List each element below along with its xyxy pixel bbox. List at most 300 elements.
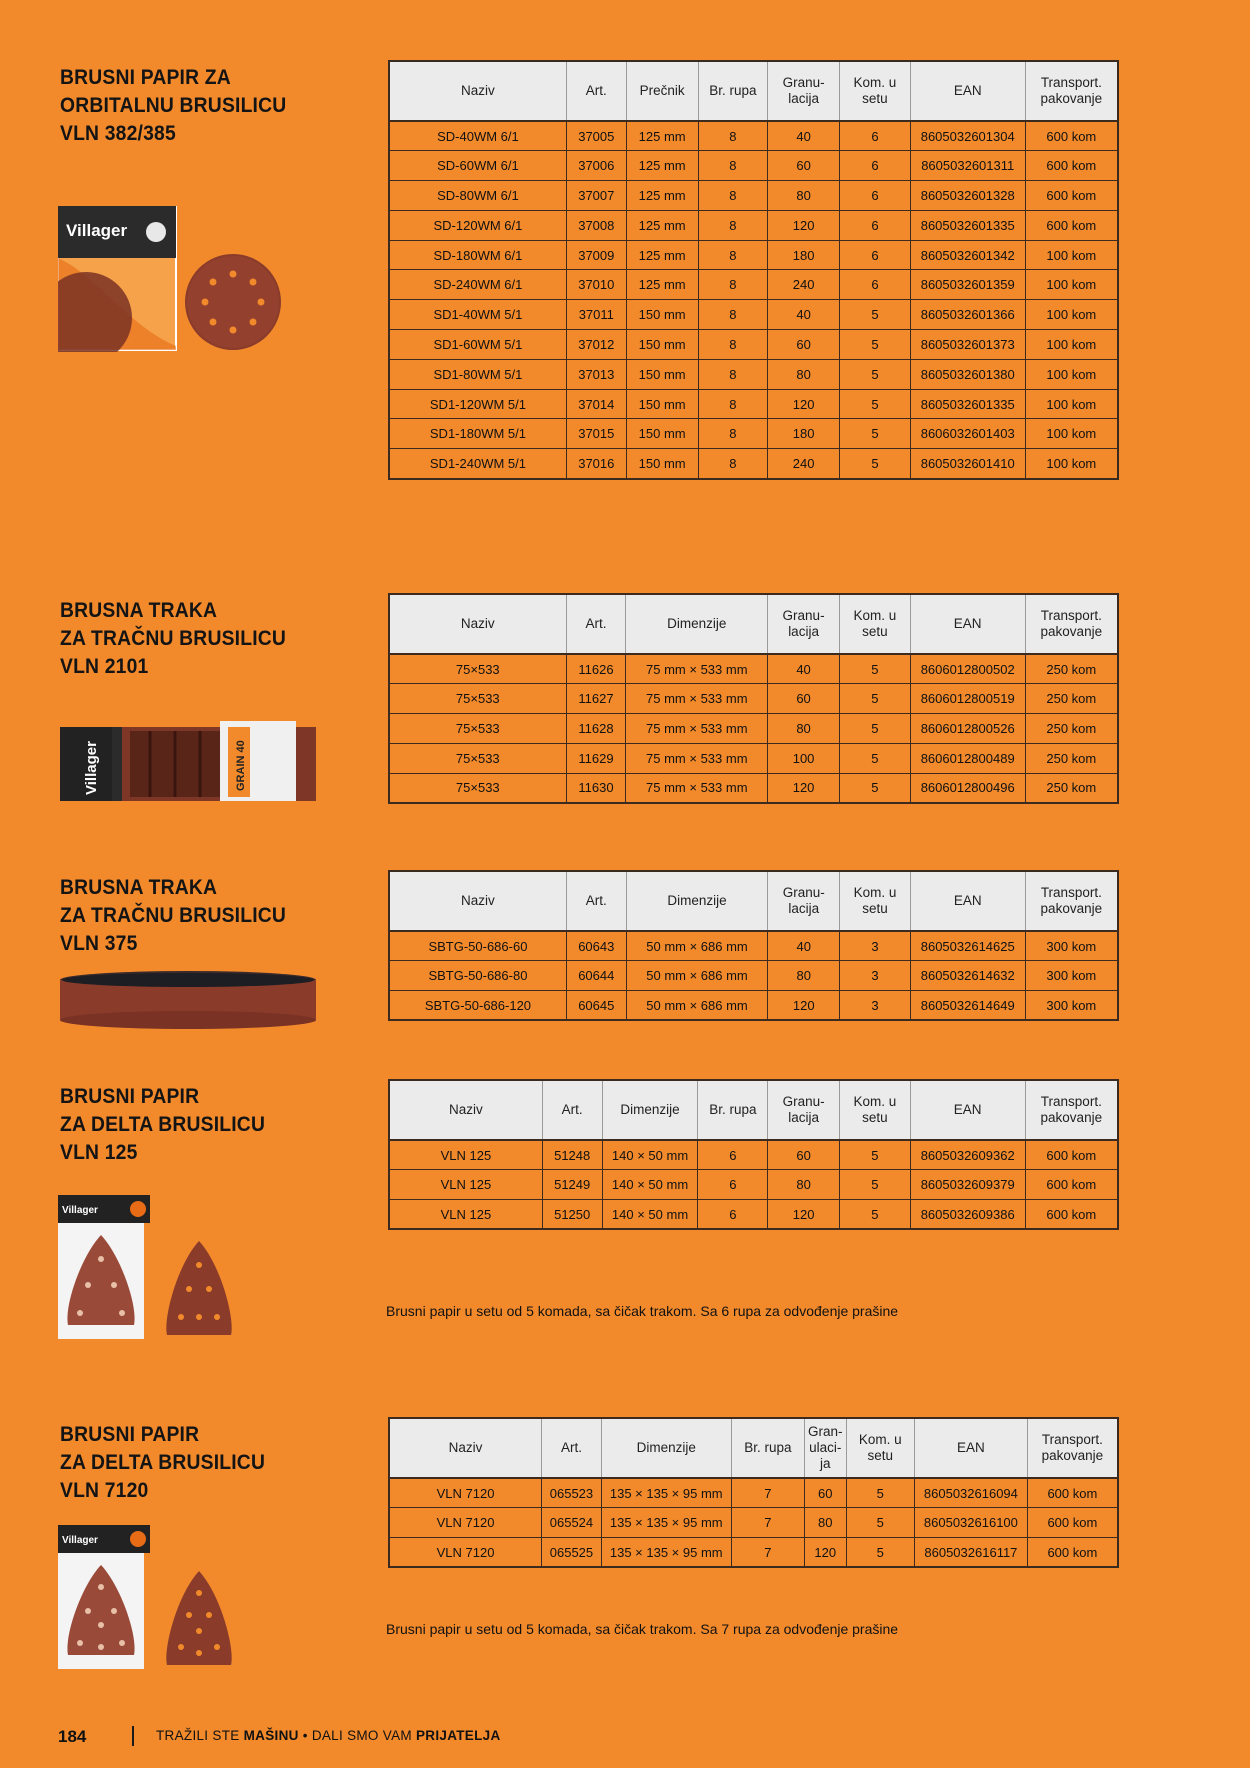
sandpaper-package-image bbox=[58, 206, 178, 352]
table-cell: 51250 bbox=[542, 1200, 602, 1230]
table-cell: 150 mm bbox=[626, 359, 698, 389]
table-cell: 065524 bbox=[542, 1508, 602, 1538]
table-cell: 600 kom bbox=[1025, 181, 1118, 211]
table-cell: 8605032609386 bbox=[910, 1200, 1025, 1230]
table-cell: 8605032601380 bbox=[910, 359, 1025, 389]
column-header: EAN bbox=[910, 1080, 1025, 1140]
sandpaper-disc-image bbox=[183, 252, 283, 352]
column-header: Art. bbox=[566, 61, 626, 121]
product-note: Brusni papir u setu od 5 komada, sa čičak trakom. Sa 7 rupa za odvođenje prašine bbox=[386, 1621, 899, 1637]
table-cell: 37008 bbox=[566, 210, 626, 240]
table-cell: SD1-240WM 5/1 bbox=[389, 449, 566, 479]
column-header: Kom. u setu bbox=[840, 871, 911, 931]
table-row bbox=[389, 1200, 1118, 1230]
table-cell: 60 bbox=[768, 151, 840, 181]
table-cell: 6 bbox=[698, 1170, 768, 1200]
section-title bbox=[60, 874, 318, 958]
table-cell: 60 bbox=[768, 1140, 840, 1170]
table-cell: 7 bbox=[731, 1508, 804, 1538]
column-header: Granu- lacija bbox=[768, 1080, 840, 1140]
table-cell: 11627 bbox=[566, 684, 626, 714]
table-cell: 3 bbox=[840, 991, 911, 1021]
table-cell: 37006 bbox=[566, 151, 626, 181]
table-cell: 5 bbox=[839, 654, 910, 684]
table-cell: SBTG-50-686-80 bbox=[389, 961, 566, 991]
table-row bbox=[389, 1508, 1118, 1538]
table-cell: 50 mm × 686 mm bbox=[626, 961, 768, 991]
table-cell: 8605032616100 bbox=[915, 1508, 1028, 1538]
table-cell: 120 bbox=[768, 773, 840, 803]
table-cell: 37012 bbox=[566, 330, 626, 360]
table-cell: 8 bbox=[698, 270, 768, 300]
title-line: ZA TRAČNU BRUSILICU bbox=[60, 627, 287, 650]
title-line: VLN 382/385 bbox=[60, 122, 176, 145]
table-cell: 8 bbox=[698, 210, 768, 240]
table-cell: 80 bbox=[768, 181, 840, 211]
table-cell: 600 kom bbox=[1025, 151, 1118, 181]
product-note: Brusni papir u setu od 5 komada, sa čičak trakom. Sa 6 rupa za odvođenje prašine bbox=[386, 1303, 899, 1319]
table-cell: 125 mm bbox=[626, 240, 698, 270]
column-header: Prečnik bbox=[626, 61, 698, 121]
table-cell: 80 bbox=[768, 359, 840, 389]
table-cell: 100 kom bbox=[1025, 330, 1118, 360]
section-title bbox=[60, 1083, 318, 1167]
table-cell: 5 bbox=[840, 330, 911, 360]
title-line: ZA TRAČNU BRUSILICU bbox=[60, 904, 287, 927]
table-cell: SBTG-50-686-60 bbox=[389, 931, 566, 961]
table-cell: 37010 bbox=[566, 270, 626, 300]
table-row bbox=[389, 1538, 1118, 1568]
table-cell: 50 mm × 686 mm bbox=[626, 991, 768, 1021]
table-cell: 100 kom bbox=[1025, 389, 1118, 419]
delta-package-image bbox=[58, 1525, 152, 1669]
table-row bbox=[389, 991, 1118, 1021]
slogan-bold: PRIJATELJA bbox=[415, 1728, 501, 1743]
table-cell: 8 bbox=[698, 419, 768, 449]
table-cell: 100 kom bbox=[1025, 270, 1118, 300]
table-cell: 37009 bbox=[566, 240, 626, 270]
table-cell: 600 kom bbox=[1027, 1538, 1118, 1568]
footer-slogan bbox=[156, 1728, 501, 1743]
table-cell: 8605032601359 bbox=[910, 270, 1025, 300]
table-cell: 5 bbox=[840, 1140, 911, 1170]
spec-table bbox=[388, 1417, 1119, 1568]
table-cell: 8606012800526 bbox=[910, 714, 1025, 744]
table-cell: 100 kom bbox=[1025, 359, 1118, 389]
column-header: EAN bbox=[910, 61, 1025, 121]
table-cell: 37015 bbox=[566, 419, 626, 449]
table-cell: 75×533 bbox=[389, 654, 566, 684]
column-header: Granu- lacija bbox=[768, 594, 840, 654]
table-cell: 8 bbox=[698, 449, 768, 479]
table-cell: 600 kom bbox=[1027, 1478, 1118, 1508]
table-cell: 6 bbox=[840, 181, 911, 211]
table-cell: 5 bbox=[846, 1538, 915, 1568]
table-cell: 8 bbox=[698, 181, 768, 211]
table-cell: 150 mm bbox=[626, 389, 698, 419]
table-cell: 8606012800489 bbox=[910, 743, 1025, 773]
table-cell: 5 bbox=[840, 449, 911, 479]
table-cell: VLN 125 bbox=[389, 1170, 542, 1200]
table-cell: 75 mm × 533 mm bbox=[626, 714, 768, 744]
table-cell: 80 bbox=[768, 961, 840, 991]
table-row bbox=[389, 931, 1118, 961]
table-cell: 40 bbox=[768, 300, 840, 330]
table-cell: 300 kom bbox=[1025, 931, 1118, 961]
table-cell: 75×533 bbox=[389, 684, 566, 714]
table-cell: 8605032616094 bbox=[915, 1478, 1028, 1508]
table-row bbox=[389, 389, 1118, 419]
table-cell: 60643 bbox=[566, 931, 626, 961]
table-cell: 065525 bbox=[542, 1538, 602, 1568]
table-cell: 3 bbox=[840, 961, 911, 991]
column-header: Naziv bbox=[389, 1418, 542, 1478]
table-cell: 8 bbox=[698, 240, 768, 270]
table-cell: 600 kom bbox=[1027, 1508, 1118, 1538]
column-header: Transport. pakovanje bbox=[1025, 871, 1118, 931]
table-cell: 8605032601311 bbox=[910, 151, 1025, 181]
table-cell: 065523 bbox=[542, 1478, 602, 1508]
table-row bbox=[389, 773, 1118, 803]
table-row bbox=[389, 181, 1118, 211]
column-header: Br. rupa bbox=[698, 61, 768, 121]
column-header: Naziv bbox=[389, 61, 566, 121]
table-cell: VLN 125 bbox=[389, 1140, 542, 1170]
table-cell: 40 bbox=[768, 654, 840, 684]
table-cell: 120 bbox=[768, 389, 840, 419]
brand-logo: Villager bbox=[62, 1205, 98, 1216]
spec-table bbox=[388, 1079, 1119, 1230]
table-cell: SD1-120WM 5/1 bbox=[389, 389, 566, 419]
table-cell: 240 bbox=[768, 449, 840, 479]
table-cell: 8605032601335 bbox=[910, 210, 1025, 240]
column-header: Transport. pakovanje bbox=[1025, 594, 1118, 654]
table-cell: 8 bbox=[698, 359, 768, 389]
table-cell: 11629 bbox=[566, 743, 626, 773]
table-cell: SD-240WM 6/1 bbox=[389, 270, 566, 300]
table-cell: 140 × 50 mm bbox=[602, 1140, 698, 1170]
column-header: Transport. pakovanje bbox=[1025, 61, 1118, 121]
table-cell: 300 kom bbox=[1025, 961, 1118, 991]
column-header: Art. bbox=[542, 1418, 602, 1478]
table-cell: 180 bbox=[768, 240, 840, 270]
column-header: Granu- lacija bbox=[768, 61, 840, 121]
table-cell: 8605032614649 bbox=[910, 991, 1025, 1021]
table-cell: 5 bbox=[839, 714, 910, 744]
table-cell: 37016 bbox=[566, 449, 626, 479]
title-line: ZA DELTA BRUSILICU bbox=[60, 1113, 266, 1136]
table-cell: VLN 7120 bbox=[389, 1538, 542, 1568]
table-cell: 150 mm bbox=[626, 300, 698, 330]
table-cell: 6 bbox=[840, 270, 911, 300]
table-row bbox=[389, 121, 1118, 151]
page-footer bbox=[0, 1712, 1250, 1768]
table-cell: 60645 bbox=[566, 991, 626, 1021]
table-cell: 7 bbox=[731, 1478, 804, 1508]
table-cell: 8606012800496 bbox=[910, 773, 1025, 803]
table-cell: 100 kom bbox=[1025, 240, 1118, 270]
table-cell: 8 bbox=[698, 151, 768, 181]
table-cell: 75 mm × 533 mm bbox=[626, 684, 768, 714]
table-cell: 5 bbox=[839, 773, 910, 803]
column-header: Br. rupa bbox=[698, 1080, 768, 1140]
table-cell: 6 bbox=[840, 121, 911, 151]
section-title bbox=[60, 597, 318, 681]
table-cell: 125 mm bbox=[626, 151, 698, 181]
table-cell: 240 bbox=[768, 270, 840, 300]
table-cell: 8606032601403 bbox=[910, 419, 1025, 449]
sanding-belt-package-image bbox=[60, 721, 316, 801]
table-cell: 120 bbox=[768, 1200, 840, 1230]
title-line: BRUSNA TRAKA bbox=[60, 599, 218, 622]
table-cell: 80 bbox=[768, 1170, 840, 1200]
column-header: Kom. u setu bbox=[839, 594, 910, 654]
table-cell: 51249 bbox=[542, 1170, 602, 1200]
table-cell: 5 bbox=[846, 1478, 915, 1508]
table-cell: 140 × 50 mm bbox=[602, 1170, 698, 1200]
title-line: VLN 7120 bbox=[60, 1479, 149, 1502]
column-header: EAN bbox=[915, 1418, 1028, 1478]
column-header: Kom. u setu bbox=[846, 1418, 915, 1478]
table-cell: 5 bbox=[846, 1508, 915, 1538]
table-cell: 300 kom bbox=[1025, 991, 1118, 1021]
table-row bbox=[389, 210, 1118, 240]
delta-sandpaper-image bbox=[163, 1569, 235, 1669]
table-header-row bbox=[389, 594, 1118, 654]
table-cell: 8605032601373 bbox=[910, 330, 1025, 360]
table-cell: SD1-180WM 5/1 bbox=[389, 419, 566, 449]
table-cell: SBTG-50-686-120 bbox=[389, 991, 566, 1021]
table-row bbox=[389, 743, 1118, 773]
table-cell: 6 bbox=[698, 1140, 768, 1170]
slogan-text: • DALI SMO VAM bbox=[298, 1728, 416, 1743]
table-cell: 40 bbox=[768, 931, 840, 961]
table-cell: 150 mm bbox=[626, 449, 698, 479]
table-row bbox=[389, 684, 1118, 714]
table-cell: 250 kom bbox=[1025, 773, 1118, 803]
table-cell: 120 bbox=[768, 210, 840, 240]
table-cell: SD1-80WM 5/1 bbox=[389, 359, 566, 389]
table-cell: 8605032601366 bbox=[910, 300, 1025, 330]
column-header: Art. bbox=[566, 594, 626, 654]
table-cell: 600 kom bbox=[1025, 210, 1118, 240]
title-line: BRUSNA TRAKA bbox=[60, 876, 218, 899]
table-cell: 150 mm bbox=[626, 330, 698, 360]
table-cell: 8605032601342 bbox=[910, 240, 1025, 270]
table-cell: VLN 7120 bbox=[389, 1478, 542, 1508]
column-header: Kom. u setu bbox=[840, 61, 911, 121]
table-cell: 40 bbox=[768, 121, 840, 151]
table-cell: 100 kom bbox=[1025, 419, 1118, 449]
table-row bbox=[389, 449, 1118, 479]
table-cell: 37007 bbox=[566, 181, 626, 211]
table-cell: 100 kom bbox=[1025, 449, 1118, 479]
table-cell: SD-80WM 6/1 bbox=[389, 181, 566, 211]
table-cell: 8606012800502 bbox=[910, 654, 1025, 684]
footer-divider bbox=[132, 1726, 134, 1746]
table-cell: 37013 bbox=[566, 359, 626, 389]
section-title bbox=[60, 1421, 318, 1505]
table-cell: 11628 bbox=[566, 714, 626, 744]
spec-table bbox=[388, 593, 1119, 804]
table-cell: 5 bbox=[840, 1170, 911, 1200]
brand-logo: Villager bbox=[66, 221, 128, 240]
column-header: Art. bbox=[566, 871, 626, 931]
table-cell: 120 bbox=[805, 1538, 847, 1568]
table-cell: 5 bbox=[840, 389, 911, 419]
table-cell: 37014 bbox=[566, 389, 626, 419]
column-header: Granu- lacija bbox=[768, 871, 840, 931]
table-cell: 5 bbox=[840, 1200, 911, 1230]
table-cell: 125 mm bbox=[626, 210, 698, 240]
table-row bbox=[389, 270, 1118, 300]
table-cell: 250 kom bbox=[1025, 654, 1118, 684]
table-header-row bbox=[389, 1418, 1118, 1478]
title-line: ZA DELTA BRUSILICU bbox=[60, 1451, 266, 1474]
delta-sandpaper-image bbox=[163, 1239, 235, 1339]
table-cell: 60 bbox=[768, 330, 840, 360]
table-cell: VLN 125 bbox=[389, 1200, 542, 1230]
table-cell: 250 kom bbox=[1025, 684, 1118, 714]
title-line: ORBITALNU BRUSILICU bbox=[60, 94, 287, 117]
table-cell: 60 bbox=[768, 684, 840, 714]
slogan-text: TRAŽILI STE bbox=[156, 1728, 244, 1743]
title-line: VLN 2101 bbox=[60, 655, 149, 678]
table-row bbox=[389, 654, 1118, 684]
table-cell: 8 bbox=[698, 389, 768, 419]
column-header: Dimenzije bbox=[601, 1418, 731, 1478]
table-cell: 8605032601304 bbox=[910, 121, 1025, 151]
table-cell: 135 × 135 × 95 mm bbox=[601, 1538, 731, 1568]
table-cell: SD-40WM 6/1 bbox=[389, 121, 566, 151]
table-cell: SD-120WM 6/1 bbox=[389, 210, 566, 240]
title-line: VLN 375 bbox=[60, 932, 138, 955]
delta-package-image bbox=[58, 1195, 152, 1339]
table-cell: 135 × 135 × 95 mm bbox=[601, 1508, 731, 1538]
table-cell: 11630 bbox=[566, 773, 626, 803]
table-cell: 8606012800519 bbox=[910, 684, 1025, 714]
column-header: EAN bbox=[910, 594, 1025, 654]
table-row bbox=[389, 1170, 1118, 1200]
brand-logo: Villager bbox=[62, 1535, 98, 1546]
title-line: BRUSNI PAPIR ZA bbox=[60, 66, 231, 89]
table-cell: 60 bbox=[805, 1478, 847, 1508]
table-cell: 50 mm × 686 mm bbox=[626, 931, 768, 961]
column-header: Naziv bbox=[389, 594, 566, 654]
table-cell: 125 mm bbox=[626, 270, 698, 300]
table-cell: 8 bbox=[698, 121, 768, 151]
table-cell: 6 bbox=[840, 240, 911, 270]
table-cell: 8605032601335 bbox=[910, 389, 1025, 419]
column-header: Transport. pakovanje bbox=[1025, 1080, 1118, 1140]
table-cell: 125 mm bbox=[626, 181, 698, 211]
table-cell: 600 kom bbox=[1025, 1140, 1118, 1170]
table-cell: 8605032614632 bbox=[910, 961, 1025, 991]
section-title bbox=[60, 64, 318, 148]
table-cell: 5 bbox=[840, 419, 911, 449]
table-cell: 8605032609362 bbox=[910, 1140, 1025, 1170]
table-cell: 7 bbox=[731, 1538, 804, 1568]
title-line: BRUSNI PAPIR bbox=[60, 1423, 200, 1446]
table-cell: 8605032614625 bbox=[910, 931, 1025, 961]
table-header-row bbox=[389, 871, 1118, 931]
column-header: Dimenzije bbox=[626, 871, 768, 931]
table-cell: 8605032601328 bbox=[910, 181, 1025, 211]
table-header-row bbox=[389, 1080, 1118, 1140]
table-row bbox=[389, 240, 1118, 270]
table-cell: 75 mm × 533 mm bbox=[626, 773, 768, 803]
table-cell: 135 × 135 × 95 mm bbox=[601, 1478, 731, 1508]
table-cell: 80 bbox=[805, 1508, 847, 1538]
spec-table bbox=[388, 60, 1119, 480]
table-cell: SD1-60WM 5/1 bbox=[389, 330, 566, 360]
table-cell: 140 × 50 mm bbox=[602, 1200, 698, 1230]
table-header-row bbox=[389, 61, 1118, 121]
table-row bbox=[389, 419, 1118, 449]
table-cell: 8605032616117 bbox=[915, 1538, 1028, 1568]
page-number: 184 bbox=[58, 1727, 87, 1746]
table-cell: 600 kom bbox=[1025, 1200, 1118, 1230]
column-header: Naziv bbox=[389, 871, 566, 931]
table-cell: 75 mm × 533 mm bbox=[626, 654, 768, 684]
table-cell: 8605032609379 bbox=[910, 1170, 1025, 1200]
table-cell: 250 kom bbox=[1025, 743, 1118, 773]
column-header: Dimenzije bbox=[602, 1080, 698, 1140]
table-cell: SD-60WM 6/1 bbox=[389, 151, 566, 181]
table-cell: SD-180WM 6/1 bbox=[389, 240, 566, 270]
title-line: BRUSNI PAPIR bbox=[60, 1085, 200, 1108]
column-header: Dimenzije bbox=[626, 594, 768, 654]
slogan-bold: MAŠINU bbox=[243, 1728, 299, 1743]
table-cell: 8 bbox=[698, 330, 768, 360]
column-header: Kom. u setu bbox=[840, 1080, 911, 1140]
sanding-belt-image bbox=[58, 968, 318, 1030]
table-cell: 250 kom bbox=[1025, 714, 1118, 744]
table-cell: 75×533 bbox=[389, 743, 566, 773]
table-cell: 75×533 bbox=[389, 773, 566, 803]
brand-logo: Villager bbox=[83, 741, 100, 795]
column-header: Naziv bbox=[389, 1080, 542, 1140]
table-cell: 37011 bbox=[566, 300, 626, 330]
table-cell: 600 kom bbox=[1025, 121, 1118, 151]
table-cell: 60644 bbox=[566, 961, 626, 991]
table-cell: 75×533 bbox=[389, 714, 566, 744]
column-header: Br. rupa bbox=[731, 1418, 804, 1478]
table-row bbox=[389, 1478, 1118, 1508]
table-cell: 37005 bbox=[566, 121, 626, 151]
table-row bbox=[389, 714, 1118, 744]
package-label: GRAIN 40 bbox=[235, 740, 247, 791]
table-cell: 5 bbox=[840, 359, 911, 389]
table-row bbox=[389, 151, 1118, 181]
table-cell: 100 bbox=[768, 743, 840, 773]
table-cell: 5 bbox=[839, 684, 910, 714]
table-row bbox=[389, 1140, 1118, 1170]
table-cell: 51248 bbox=[542, 1140, 602, 1170]
table-cell: 5 bbox=[839, 743, 910, 773]
table-cell: 150 mm bbox=[626, 419, 698, 449]
table-row bbox=[389, 330, 1118, 360]
table-row bbox=[389, 359, 1118, 389]
table-cell: 8 bbox=[698, 300, 768, 330]
table-cell: 6 bbox=[840, 151, 911, 181]
table-cell: 100 kom bbox=[1025, 300, 1118, 330]
column-header: Gran- ulaci- ja bbox=[805, 1418, 847, 1478]
table-cell: 6 bbox=[698, 1200, 768, 1230]
table-cell: 8605032601410 bbox=[910, 449, 1025, 479]
table-row bbox=[389, 961, 1118, 991]
title-line: VLN 125 bbox=[60, 1141, 138, 1164]
